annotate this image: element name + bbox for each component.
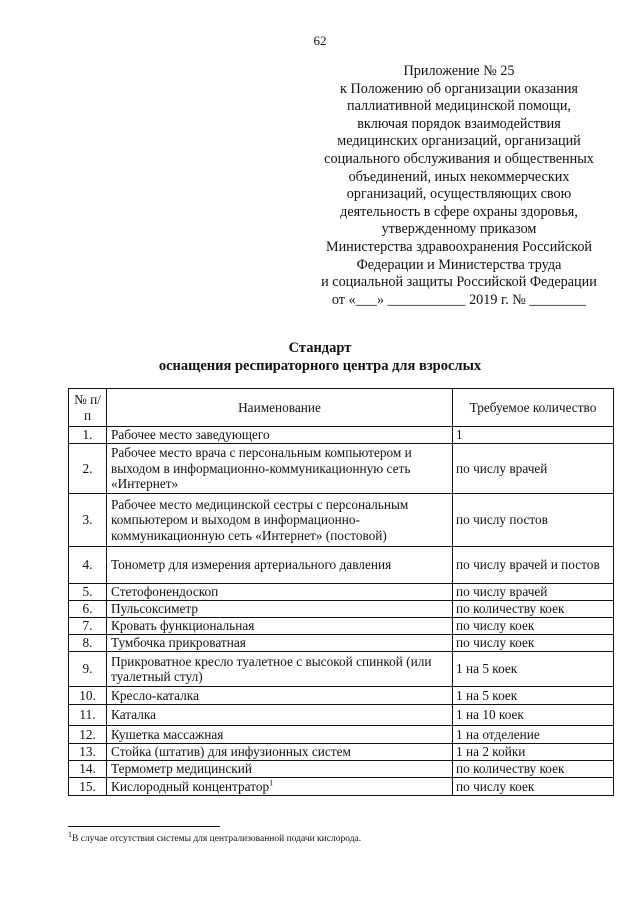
appendix-line: организаций, осуществляющих свою bbox=[346, 186, 572, 203]
table-row bbox=[69, 427, 614, 444]
row-num: 1. bbox=[69, 427, 107, 444]
row-name: Пульсоксиметр bbox=[107, 601, 453, 618]
row-qty: по количеству коек bbox=[453, 761, 614, 778]
appendix-line: Министерства здравоохранения Российской bbox=[325, 238, 593, 255]
row-name-text: Кислородный концентратор bbox=[111, 778, 270, 794]
appendix-line: включая порядок взаимодействия bbox=[357, 115, 561, 132]
document-title bbox=[0, 339, 640, 375]
table-row bbox=[69, 761, 614, 778]
row-name: Стойка (штатив) для инфузионных систем bbox=[107, 744, 453, 761]
table-row bbox=[69, 687, 614, 705]
header-num: № п/п bbox=[69, 389, 107, 427]
row-name: Тумбочка прикроватная bbox=[107, 635, 453, 652]
row-num: 13. bbox=[69, 744, 107, 761]
table-row bbox=[69, 726, 614, 744]
row-qty: по числу врачей bbox=[453, 584, 614, 601]
appendix-line: социального обслуживания и общественных bbox=[324, 150, 594, 167]
table-row bbox=[69, 601, 614, 618]
row-qty: по числу коек bbox=[453, 778, 614, 796]
table-row bbox=[69, 635, 614, 652]
row-num: 5. bbox=[69, 584, 107, 601]
row-num: 11. bbox=[69, 705, 107, 726]
row-num: 4. bbox=[69, 547, 107, 584]
row-name: Кушетка массажная bbox=[107, 726, 453, 744]
footnote-ref: 1 bbox=[269, 778, 274, 788]
page-number: 62 bbox=[313, 33, 327, 48]
appendix-line: утвержденному приказом bbox=[381, 221, 537, 238]
appendix-line: и социальной защиты Российской Федерации bbox=[321, 274, 597, 291]
table-row bbox=[69, 652, 614, 687]
footnote-mark: 1 bbox=[68, 829, 72, 839]
row-name: Кровать функциональная bbox=[107, 618, 453, 635]
row-num: 12. bbox=[69, 726, 107, 744]
appendix-line: паллиативной медицинской помощи, bbox=[347, 98, 571, 115]
row-name: Каталка bbox=[107, 705, 453, 726]
row-name: Рабочее место врача с персональным компьютером и выходом в информационно-коммуникационную сеть «Интернет» bbox=[107, 444, 453, 494]
title-line-1: Стандарт bbox=[288, 340, 352, 356]
row-name bbox=[107, 778, 453, 796]
row-qty: по числу коек bbox=[453, 635, 614, 652]
row-name: Стетофонендоскоп bbox=[107, 584, 453, 601]
table-header-row bbox=[69, 389, 614, 427]
row-qty: 1 на 5 коек bbox=[453, 687, 614, 705]
row-name: Кресло-каталка bbox=[107, 687, 453, 705]
row-num: 2. bbox=[69, 444, 107, 494]
row-name: Рабочее место заведующего bbox=[107, 427, 453, 444]
header-qty: Требуемое количество bbox=[453, 389, 614, 427]
row-num: 10. bbox=[69, 687, 107, 705]
appendix-header bbox=[300, 63, 618, 309]
appendix-line: деятельность в сфере охраны здоровья, bbox=[340, 203, 578, 220]
row-name: Прикроватное кресло туалетное с высокой спинкой (или туалетный стул) bbox=[107, 652, 453, 687]
row-num: 7. bbox=[69, 618, 107, 635]
row-qty: по числу врачей и постов bbox=[453, 547, 614, 584]
table-row bbox=[69, 778, 614, 796]
row-qty: 1 на 5 коек bbox=[453, 652, 614, 687]
header-name: Наименование bbox=[107, 389, 453, 427]
row-num: 6. bbox=[69, 601, 107, 618]
row-num: 8. bbox=[69, 635, 107, 652]
appendix-line: медицинских организаций, организаций bbox=[337, 133, 581, 150]
row-qty: по числу постов bbox=[453, 494, 614, 547]
row-num: 9. bbox=[69, 652, 107, 687]
appendix-line: Федерации и Министерства труда bbox=[356, 256, 562, 273]
row-qty: 1 на 2 койки bbox=[453, 744, 614, 761]
row-num: 14. bbox=[69, 761, 107, 778]
appendix-line: Приложение № 25 bbox=[403, 63, 515, 79]
row-name: Термометр медицинский bbox=[107, 761, 453, 778]
equipment-table bbox=[68, 388, 614, 796]
row-num: 3. bbox=[69, 494, 107, 547]
title-line-2: оснащения респираторного центра для взрослых bbox=[158, 358, 482, 374]
footnote bbox=[68, 829, 362, 844]
row-qty: 1 на 10 коек bbox=[453, 705, 614, 726]
appendix-line: к Положению об организации оказания bbox=[340, 80, 578, 97]
row-name: Тонометр для измерения артериального давления bbox=[107, 547, 453, 584]
table-row bbox=[69, 547, 614, 584]
appendix-line: объединений, иных некоммерческих bbox=[348, 168, 570, 185]
appendix-line: от «___» ___________ 2019 г. № ________ bbox=[331, 291, 587, 308]
row-qty: по количеству коек bbox=[453, 601, 614, 618]
table-row bbox=[69, 705, 614, 726]
row-qty: по числу врачей bbox=[453, 444, 614, 494]
row-qty: 1 на отделение bbox=[453, 726, 614, 744]
row-name: Рабочее место медицинской сестры с персональным компьютером и выходом в информационно-коммуникационную сеть «Интернет» (постовой) bbox=[107, 494, 453, 547]
table-row bbox=[69, 618, 614, 635]
footnote-divider bbox=[68, 826, 220, 827]
row-qty: по числу коек bbox=[453, 618, 614, 635]
table-row bbox=[69, 494, 614, 547]
footnote-text: В случае отсутствия системы для централизованной подачи кислорода. bbox=[72, 834, 362, 844]
table-row bbox=[69, 584, 614, 601]
row-num: 15. bbox=[69, 778, 107, 796]
table-row bbox=[69, 444, 614, 494]
table-row bbox=[69, 744, 614, 761]
row-qty: 1 bbox=[453, 427, 614, 444]
